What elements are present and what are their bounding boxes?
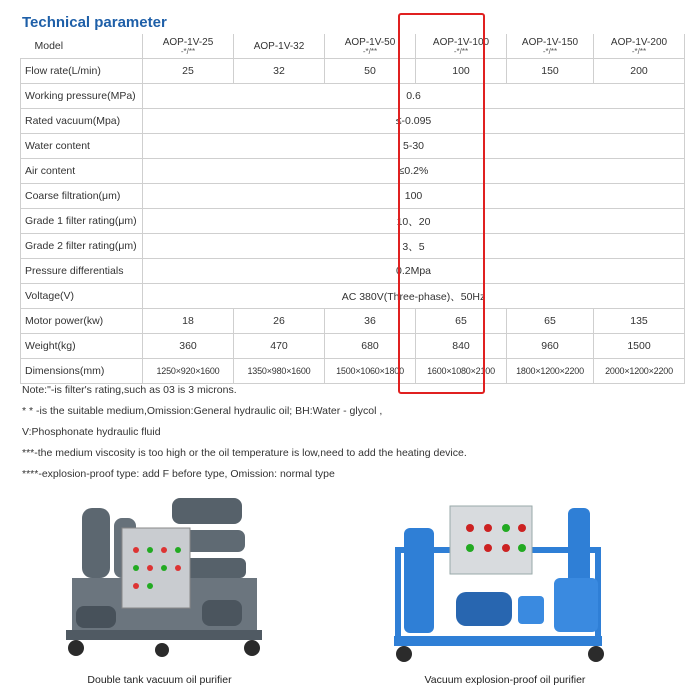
model-header-cell	[143, 34, 234, 59]
model-suffix: -*/**	[453, 46, 469, 56]
value-cell: 150	[507, 59, 594, 84]
merged-value-cell: ≤-0.095	[143, 109, 685, 134]
value-cell: 65	[416, 309, 507, 334]
row-label: Coarse filtration(μm)	[21, 184, 143, 209]
table-row	[21, 184, 685, 209]
row-label: Flow rate(L/min)	[21, 59, 143, 84]
table-row	[21, 159, 685, 184]
value-cell: 100	[416, 59, 507, 84]
row-label: Working pressure(MPa)	[21, 84, 143, 109]
table-row	[21, 334, 685, 359]
note-line: ****-explosion-proof type: add F before type, Omission: normal type	[22, 468, 335, 480]
value-cell: 1500	[594, 334, 685, 359]
model-name: AOP-1V-32	[253, 40, 305, 52]
row-label: Air content	[21, 159, 143, 184]
table-row	[21, 209, 685, 234]
technical-parameter-table	[20, 34, 685, 384]
notes-block	[22, 380, 467, 485]
model-header-cell	[507, 34, 594, 59]
merged-value-cell: 3、5	[143, 234, 685, 259]
model-suffix: -*/**	[362, 46, 378, 56]
row-label: Weight(kg)	[21, 334, 143, 359]
value-cell: 18	[143, 309, 234, 334]
row-label: Motor power(kw)	[21, 309, 143, 334]
table-row	[21, 134, 685, 159]
merged-value-cell: 0.2Mpa	[143, 259, 685, 284]
row-label: Rated vacuum(Mpa)	[21, 109, 143, 134]
model-name: AOP-1V-200	[610, 36, 668, 48]
model-suffix: -*/**	[631, 46, 647, 56]
product-caption-double-tank: Double tank vacuum oil purifier	[87, 674, 232, 686]
value-cell: 65	[507, 309, 594, 334]
value-cell: 1600×1080×2100	[416, 359, 507, 384]
row-label: Grade 2 filter rating(μm)	[21, 234, 143, 259]
merged-value-cell: 100	[143, 184, 685, 209]
value-cell: 26	[234, 309, 325, 334]
value-cell: 2000×1200×2200	[594, 359, 685, 384]
value-cell: 1800×1200×2200	[507, 359, 594, 384]
model-name: AOP-1V-150	[521, 36, 579, 48]
merged-value-cell: AC 380V(Three-phase)、50Hz	[143, 284, 685, 309]
value-cell: 135	[594, 309, 685, 334]
value-cell: 25	[143, 59, 234, 84]
selected-model-highlight	[398, 13, 485, 394]
model-suffix: -*/**	[180, 46, 196, 56]
row-label: Pressure differentials	[21, 259, 143, 284]
double-tank-purifier-image	[52, 488, 267, 668]
value-cell: 36	[325, 309, 416, 334]
value-cell: 840	[416, 334, 507, 359]
table-row	[21, 259, 685, 284]
table-header-row	[21, 34, 685, 59]
row-label: Dimensions(mm)	[21, 359, 143, 384]
row-label: Water content	[21, 134, 143, 159]
merged-value-cell: 5-30	[143, 134, 685, 159]
value-cell: 1500×1060×1800	[325, 359, 416, 384]
table-row	[21, 309, 685, 334]
table-row	[21, 109, 685, 134]
table-row	[21, 84, 685, 109]
value-cell: 680	[325, 334, 416, 359]
row-label: Voltage(V)	[21, 284, 143, 309]
section-title: Technical parameter	[22, 14, 167, 31]
product-caption-explosion-proof: Vacuum explosion-proof oil purifier	[424, 674, 586, 686]
value-cell: 470	[234, 334, 325, 359]
note-line: V:Phosphonate hydraulic fluid	[22, 426, 161, 438]
value-cell: 50	[325, 59, 416, 84]
row-label: Grade 1 filter rating(μm)	[21, 209, 143, 234]
model-header-cell	[594, 34, 685, 59]
note-line: ***-the medium viscosity is too high or the oil temperature is low,need to add the heating device.	[22, 447, 467, 459]
merged-value-cell: ≤0.2%	[143, 159, 685, 184]
model-header-cell	[234, 34, 325, 59]
model-name: AOP-1V-50	[344, 36, 396, 48]
value-cell: 1250×920×1600	[143, 359, 234, 384]
note-line: Note:"-is filter's rating,such as 03 is 3 microns.	[22, 384, 237, 396]
table-row	[21, 234, 685, 259]
model-column-header: Model	[21, 34, 143, 59]
model-name: AOP-1V-25	[162, 36, 214, 48]
merged-value-cell: 0.6	[143, 84, 685, 109]
explosion-proof-purifier-image	[390, 488, 605, 668]
table-row	[21, 284, 685, 309]
value-cell: 360	[143, 334, 234, 359]
value-cell: 1350×980×1600	[234, 359, 325, 384]
value-cell: 200	[594, 59, 685, 84]
value-cell: 32	[234, 59, 325, 84]
note-line: * * -is the suitable medium,Omission:General hydraulic oil; BH:Water - glycol ,	[22, 405, 383, 417]
merged-value-cell: 10、20	[143, 209, 685, 234]
table-row	[21, 59, 685, 84]
value-cell: 960	[507, 334, 594, 359]
model-suffix: -*/**	[542, 46, 558, 56]
model-name: AOP-1V-100	[432, 36, 490, 48]
